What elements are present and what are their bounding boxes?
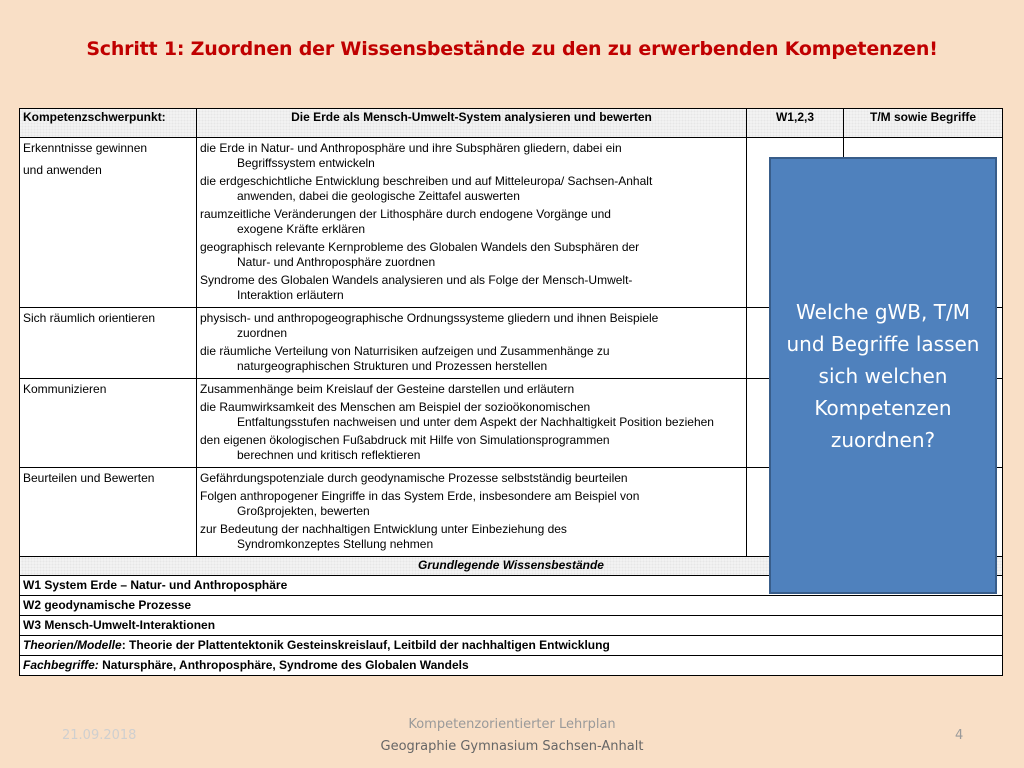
list-item: zur Bedeutung der nachhaltigen Entwicklung unter Einbeziehung des Syndromkonzeptes Stellung nehmen [200,522,567,551]
competence-items [197,308,747,379]
footer-line2: Geographie Gymnasium Sachsen-Anhalt [380,739,644,754]
list-item: physisch- und anthropogeographische Ordnungssysteme gliedern und ihnen Beispiele zuordnen [200,311,659,340]
footer-center [0,714,1024,758]
table-header-row [20,109,1003,138]
list-item: geographisch relevante Kernprobleme des Globalen Wandels den Subsphären der Natur- und Anthroposphäre zuordnen [200,240,640,269]
competence-items [197,468,747,557]
gwb-w2: W2 geodynamische Prozesse [20,596,1002,616]
competence-items [197,138,747,308]
competence-area-line1: Erkenntnisse gewinnen [23,141,148,155]
competence-area-label [20,138,197,308]
gwb-w1: W1 System Erde – Natur- und Anthroposphäre [20,576,1002,596]
gwb-fachbegriffe: Fachbegriffe: Natursphäre, Anthroposphäre, Syndrome des Globalen Wandels [23,658,469,672]
competence-area-label: Kommunizieren [20,379,197,468]
slide-title: Schritt 1: Zuordnen der Wissensbestände zu den zu erwerbenden Kompetenzen! [86,38,938,60]
footer-line1: Kompetenzorientierter Lehrplan [408,717,616,732]
header-w-column: W1,2,3 [747,109,844,138]
competence-area-line2: und anwenden [23,163,102,177]
footer-page-number: 4 [955,728,964,743]
list-item: die räumliche Verteilung von Naturrisiken aufzeigen und Zusammenhänge zu naturgeographischen Strukturen und Prozessen herstellen [200,344,610,373]
list-item: Folgen anthropogener Eingriffe in das System Erde, insbesondere am Beispiel von Großprojekten, bewerten [200,489,640,518]
header-competence-title: Die Erde als Mensch-Umwelt-System analysieren und bewerten [197,109,747,138]
competence-items [197,379,747,468]
gwb-theorien: Theorien/Modelle: Theorie der Plattentektonik Gesteinskreislauf, Leitbild der nachhaltigen Entwicklung [20,636,1002,656]
gwb-w3: W3 Mensch-Umwelt-Interaktionen [20,616,1002,636]
competence-area-label: Beurteilen und Bewerten [20,468,197,557]
footer-date: 21.09.2018 [62,728,137,743]
list-item: die Raumwirksamkeit des Menschen am Beispiel der sozioökonomischen Entfaltungsstufen nachweisen und unter dem Aspekt der Nachhaltigkeit Position beziehen [200,400,714,429]
gwb-title: Grundlegende Wissensbestände [20,557,1003,576]
question-callout: Welche gWB, T/M und Begriffe lassen sich welchen Kompetenzen zuordnen? [769,157,997,594]
list-item: die erdgeschichtliche Entwicklung beschreiben und auf Mitteleuropa/ Sachsen-Anhalt anwenden, dabei die geologische Zeittafel auswerten [200,174,653,203]
list-item: die Erde in Natur- und Anthroposphäre und ihre Subsphären gliedern, dabei ein Begriffssystem entwickeln [200,141,622,170]
competence-area-label: Sich räumlich orientieren [20,308,197,379]
list-item: Syndrome des Globalen Wandels analysieren und als Folge der Mensch-Umwelt- Interaktion erläutern [200,273,633,302]
list-item: Zusammenhänge beim Kreislauf der Gesteine darstellen und erläutern [200,382,575,396]
list-item: den eigenen ökologischen Fußabdruck mit Hilfe von Simulationsprogrammen berechnen und kritisch reflektieren [200,433,610,462]
list-item: raumzeitliche Veränderungen der Lithosphäre durch endogene Vorgänge und exogene Kräfte erklären [200,207,611,236]
header-competence-focus: Kompetenzschwerpunkt: [20,109,197,138]
header-tm-column: T/M sowie Begriffe [844,109,1003,138]
list-item: Gefährdungspotenziale durch geodynamische Prozesse selbstständig beurteilen [200,471,628,485]
